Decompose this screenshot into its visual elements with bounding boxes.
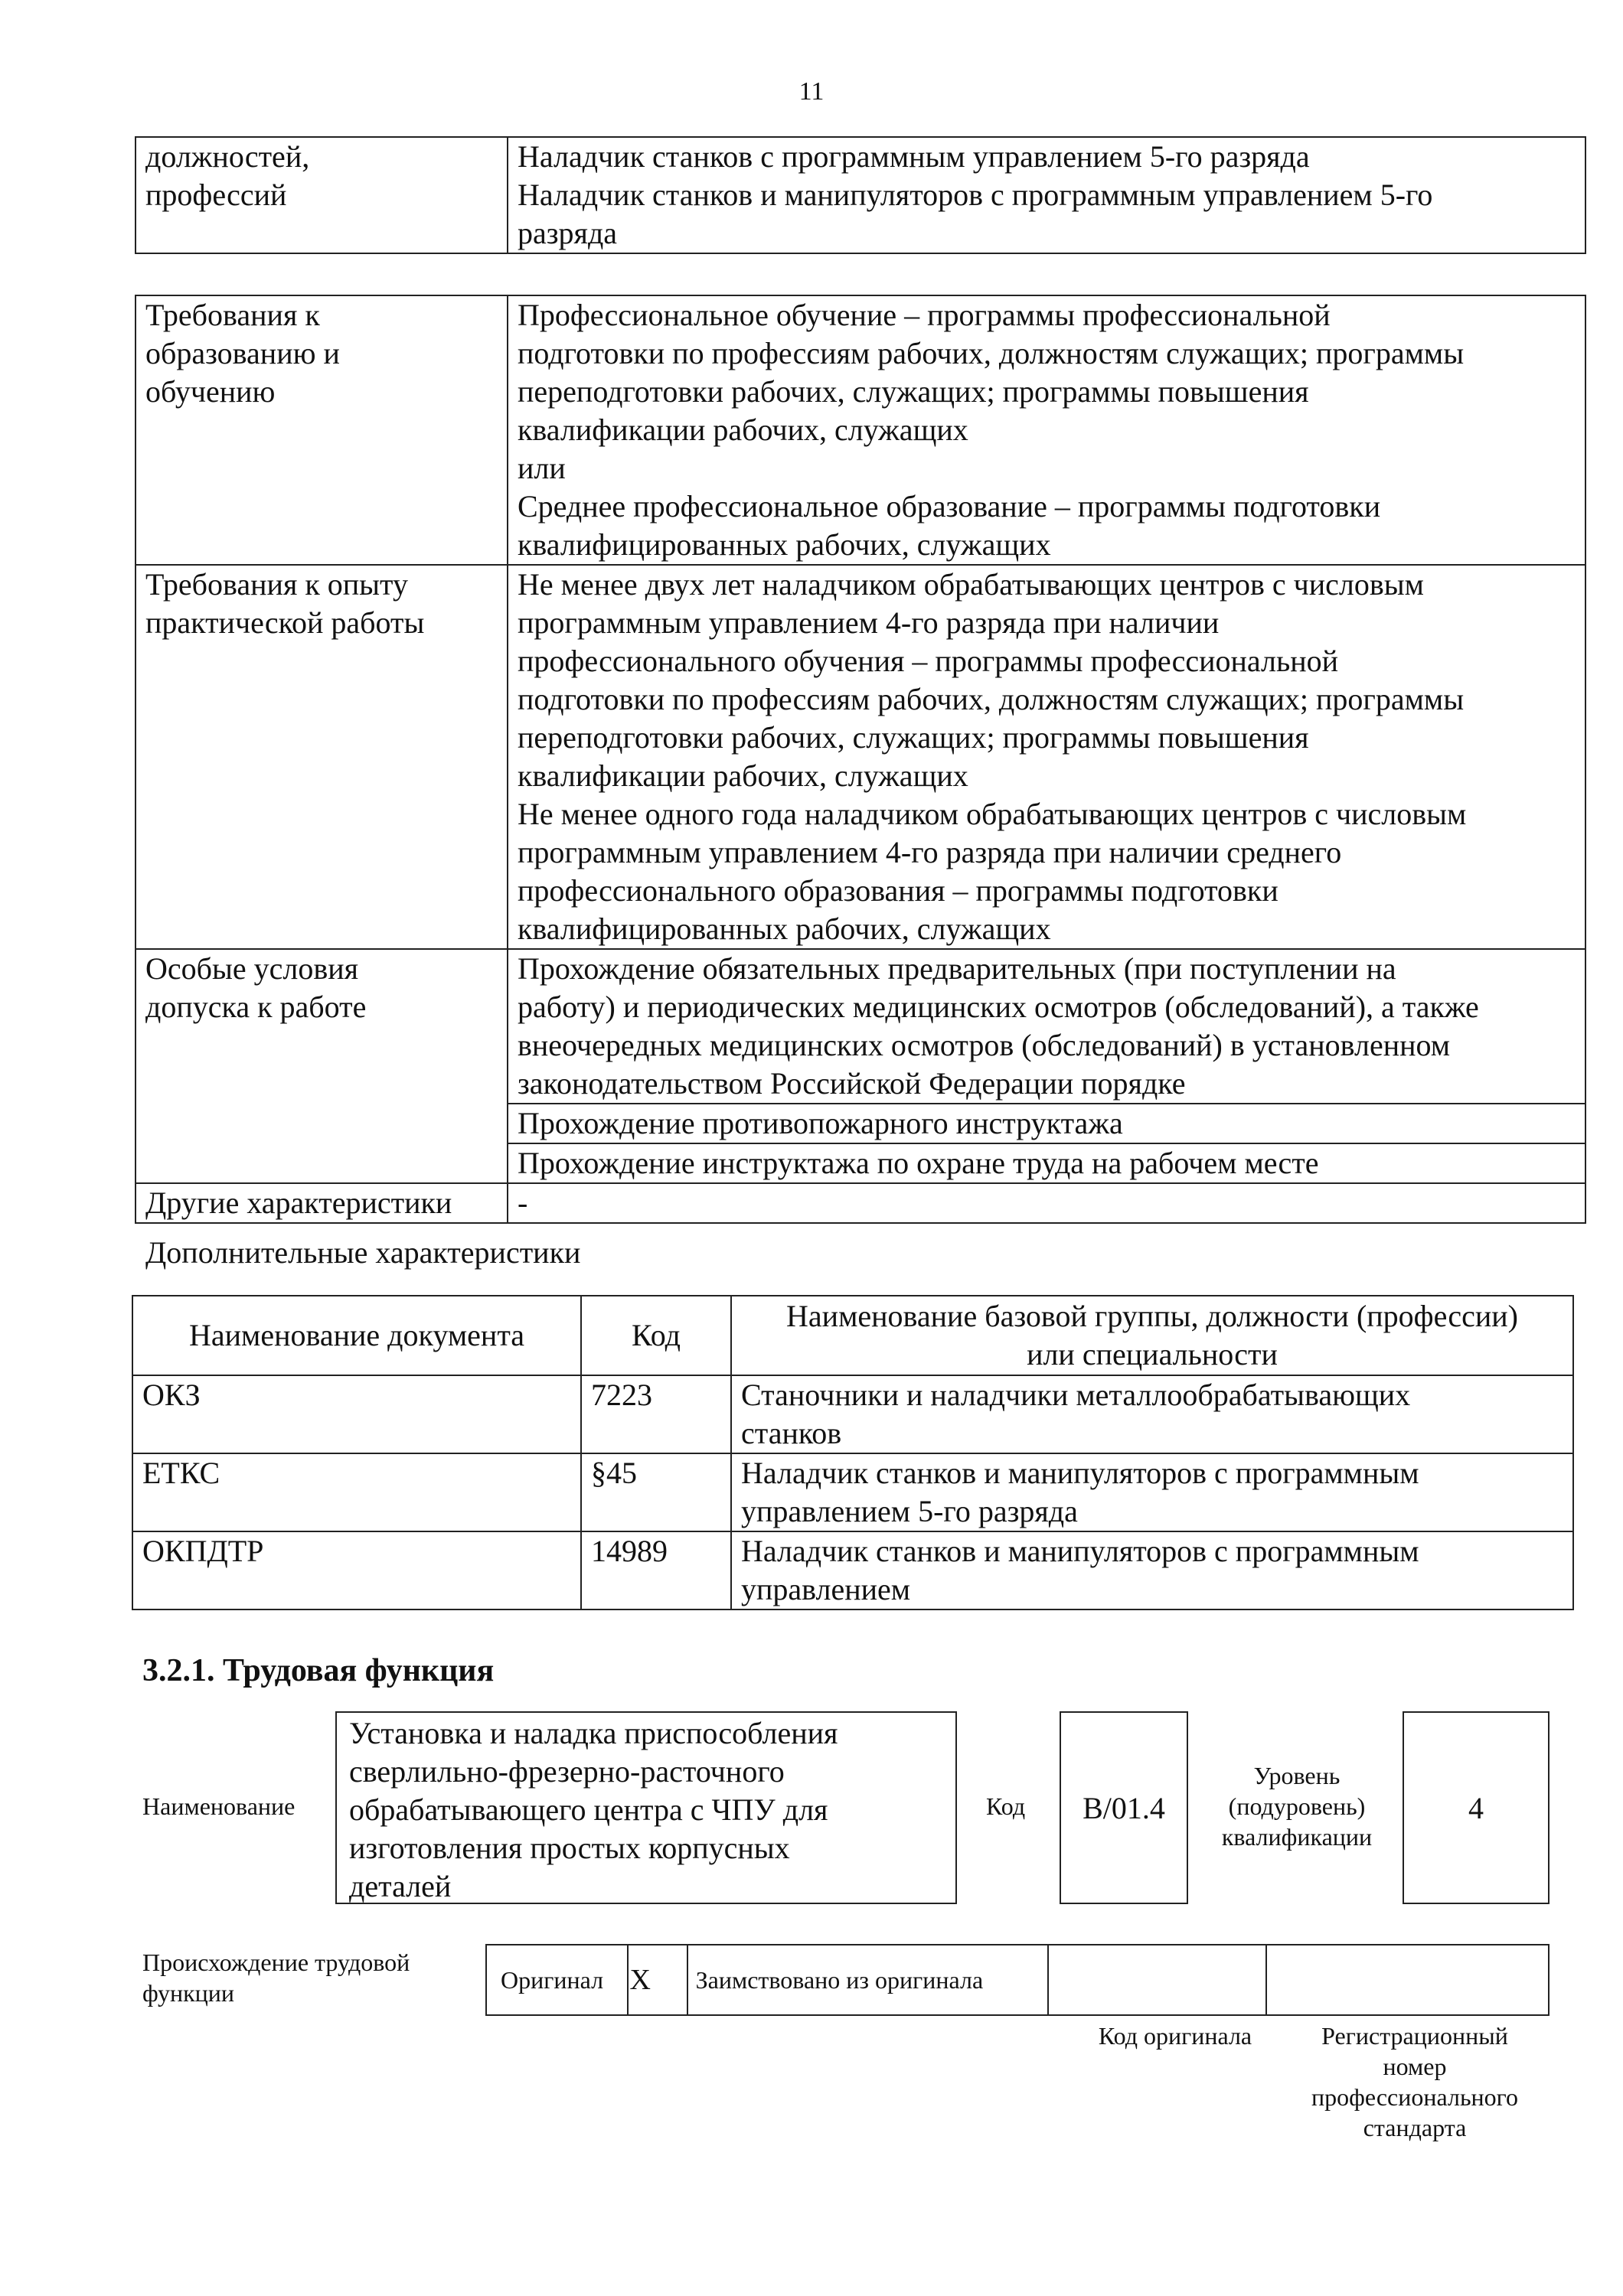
- value-line: квалифицированных рабочих, служащих: [518, 912, 1051, 946]
- special-conditions-fire: Прохождение противопожарного инструктажа: [508, 1104, 1585, 1143]
- value-line: квалифицированных рабочих, служащих: [518, 527, 1051, 562]
- row-document: ОКЗ: [132, 1375, 581, 1453]
- table-row: [132, 1375, 1573, 1453]
- requirements-table: [135, 295, 1586, 1224]
- row-name: [731, 1375, 1573, 1453]
- value-line: Наладчик станков и манипуляторов с программным управлением 5-го: [518, 178, 1433, 212]
- code-original-cell: [1048, 1945, 1267, 2015]
- caption-line: Регистрационный: [1321, 2022, 1508, 2050]
- name-line: сверлильно-фрезерно-расточного: [349, 1754, 785, 1789]
- value-line: работу) и периодических медицинских осмотров (обследований), а также: [518, 990, 1479, 1024]
- cell-line: управлением 5-го разряда: [741, 1494, 1078, 1528]
- label-line: квалификации: [1221, 1823, 1373, 1851]
- row-name: [731, 1453, 1573, 1531]
- other-characteristics-label: Другие характеристики: [136, 1183, 508, 1223]
- label-line: образованию и: [145, 336, 340, 370]
- top-continuation-table: [135, 136, 1586, 254]
- row-document: ОКПДТР: [132, 1531, 581, 1609]
- value-line: Не менее двух лет наладчиком обрабатывающих центров с числовым: [518, 567, 1424, 602]
- value-line: Не менее одного года наладчиком обрабатывающих центров с числовым: [518, 797, 1467, 831]
- cell-line: станков: [741, 1416, 842, 1450]
- cell-line: Наладчик станков и манипуляторов с программным: [741, 1456, 1419, 1490]
- value-line: Профессиональное обучение – программы профессиональной: [518, 298, 1331, 332]
- caption-line: стандарта: [1363, 2114, 1467, 2141]
- additional-characteristics-table: [132, 1295, 1574, 1610]
- value-line: программным управлением 4-го разряда при наличии: [518, 605, 1220, 640]
- value-line: квалификации рабочих, служащих: [518, 758, 968, 793]
- header-line: Наименование базовой группы, должности (профессии): [786, 1299, 1518, 1333]
- value-line: Наладчик станков с программным управлением 5-го разряда: [518, 139, 1310, 174]
- table-row: [486, 1945, 1549, 2015]
- experience-value: [508, 565, 1585, 949]
- labor-function-name-box: [335, 1711, 957, 1904]
- table-row: [136, 565, 1585, 949]
- cell-line: Станочники и наладчики металлообрабатывающих: [741, 1378, 1411, 1412]
- name-line: обрабатывающего центра с ЧПУ для: [349, 1792, 828, 1827]
- experience-label: [136, 565, 508, 949]
- label-line: обучению: [145, 374, 276, 409]
- value-line: переподготовки рабочих, служащих; программы повышения: [518, 374, 1309, 409]
- label-line: Уровень: [1253, 1762, 1341, 1789]
- table-row: [132, 1453, 1573, 1531]
- reg-number-caption: [1280, 2020, 1550, 2143]
- special-conditions-medical: [508, 949, 1585, 1104]
- special-conditions-safety: Прохождение инструктажа по охране труда на рабочем месте: [508, 1143, 1585, 1183]
- caption-line: профессионального: [1311, 2083, 1518, 2111]
- header-name: [731, 1296, 1573, 1375]
- label-line: Особые условия: [145, 951, 359, 986]
- header-code: Код: [581, 1296, 731, 1375]
- origin-label: [142, 1947, 410, 2008]
- value-line: законодательством Российской Федерации порядке: [518, 1066, 1186, 1101]
- name-line: изготовления простых корпусных: [349, 1831, 790, 1865]
- education-value: [508, 295, 1585, 565]
- table-row: [136, 137, 1585, 253]
- value-line: подготовки по профессиям рабочих, должностям служащих; программы: [518, 336, 1465, 370]
- row-code: 14989: [581, 1531, 731, 1609]
- reg-number-cell: [1266, 1945, 1549, 2015]
- value-positions: [508, 137, 1585, 253]
- label-line: (подуровень): [1228, 1792, 1366, 1820]
- value-line: или: [518, 451, 566, 485]
- value-line: профессионального образования – программы подготовки: [518, 873, 1278, 908]
- value-line: Прохождение обязательных предварительных (при поступлении на: [518, 951, 1396, 986]
- labor-function-heading: 3.2.1. Трудовая функция: [142, 1653, 495, 1688]
- other-characteristics-value: -: [508, 1183, 1585, 1223]
- qualification-level-box: [1403, 1711, 1550, 1904]
- name-label: Наименование: [142, 1792, 296, 1820]
- table-row: [136, 1183, 1585, 1223]
- table-header-row: [132, 1296, 1573, 1375]
- header-line: или специальности: [1027, 1337, 1278, 1371]
- original-label-cell: Оригинал: [486, 1945, 628, 2015]
- caption-line: номер: [1383, 2053, 1447, 2080]
- table-row: [136, 949, 1585, 1104]
- row-name: [731, 1531, 1573, 1609]
- label-line: допуска к работе: [145, 990, 367, 1024]
- value-line: разряда: [518, 216, 618, 250]
- value-line: внеочередных медицинских осмотров (обследований) в установленном: [518, 1028, 1451, 1062]
- code-value: B/01.4: [1083, 1790, 1165, 1825]
- code-label: Код: [986, 1792, 1026, 1820]
- education-label: [136, 295, 508, 565]
- code-value-box: [1060, 1711, 1188, 1904]
- table-row: [132, 1531, 1573, 1609]
- label-line: Требования к: [145, 298, 320, 332]
- header-document: Наименование документа: [132, 1296, 581, 1375]
- row-document: ЕТКС: [132, 1453, 581, 1531]
- label-line: профессий: [145, 178, 287, 212]
- special-conditions-label: [136, 949, 508, 1183]
- label-positions: [136, 137, 508, 253]
- borrowed-label-cell: Заимствовано из оригинала: [687, 1945, 1048, 2015]
- value-line: Среднее профессиональное образование – программы подготовки: [518, 489, 1381, 523]
- qualification-level-value: 4: [1468, 1790, 1484, 1825]
- value-line: подготовки по профессиям рабочих, должностям служащих; программы: [518, 682, 1465, 716]
- label-line: Происхождение трудовой: [142, 1949, 410, 1976]
- label-line: функции: [142, 1979, 234, 2007]
- value-line: квалификации рабочих, служащих: [518, 413, 968, 447]
- original-mark-cell: X: [628, 1945, 687, 2015]
- name-line: деталей: [349, 1869, 452, 1903]
- row-code: §45: [581, 1453, 731, 1531]
- additional-characteristics-title: Дополнительные характеристики: [145, 1235, 581, 1270]
- qualification-level-label: [1205, 1760, 1389, 1852]
- label-line: Требования к опыту: [145, 567, 409, 602]
- table-row: [136, 295, 1585, 565]
- row-code: 7223: [581, 1375, 731, 1453]
- cell-line: управлением: [741, 1572, 911, 1606]
- label-line: должностей,: [145, 139, 310, 174]
- label-line: практической работы: [145, 605, 425, 640]
- value-line: профессионального обучения – программы профессиональной: [518, 644, 1339, 678]
- code-original-caption: Код оригинала: [1098, 2022, 1252, 2050]
- value-line: переподготовки рабочих, служащих; программы повышения: [518, 720, 1309, 755]
- value-line: программным управлением 4-го разряда при наличии среднего: [518, 835, 1342, 869]
- origin-table: [485, 1944, 1550, 2016]
- page-number: 11: [798, 77, 825, 106]
- cell-line: Наладчик станков и манипуляторов с программным: [741, 1534, 1419, 1568]
- name-line: Установка и наладка приспособления: [349, 1716, 838, 1750]
